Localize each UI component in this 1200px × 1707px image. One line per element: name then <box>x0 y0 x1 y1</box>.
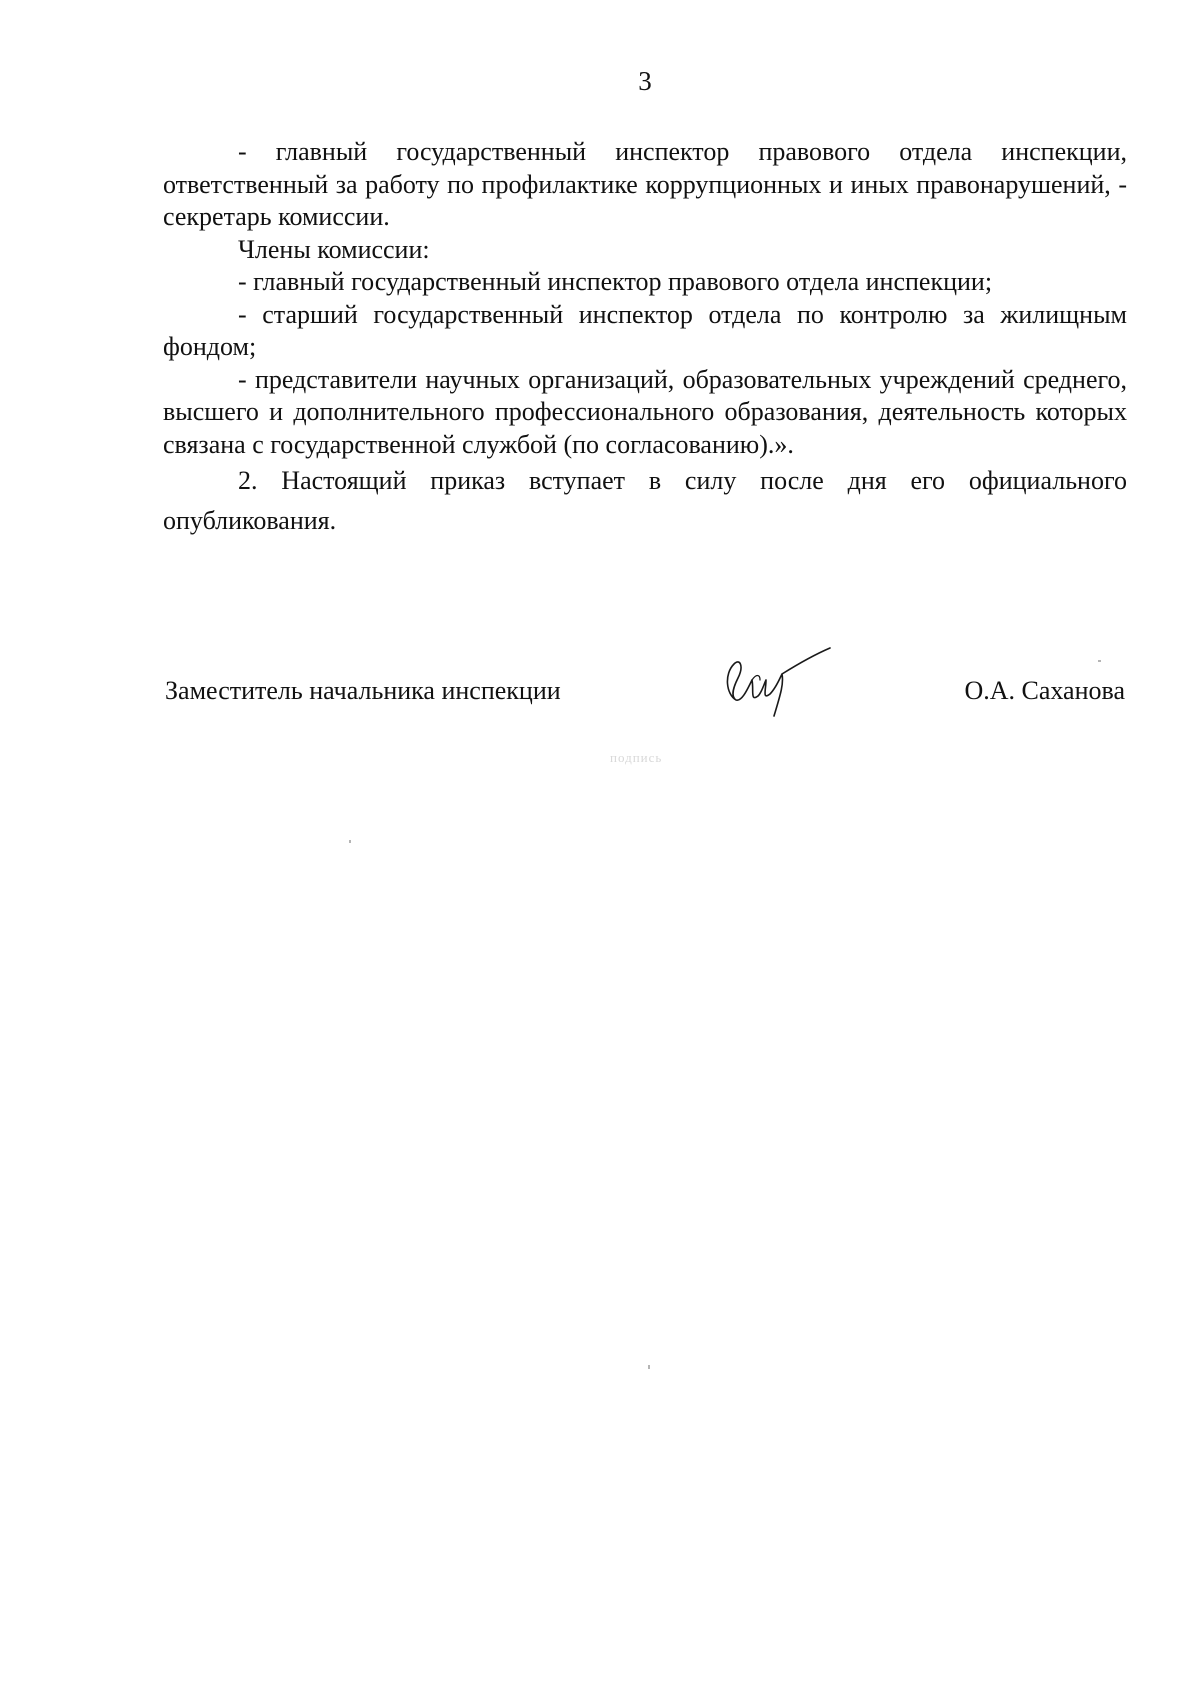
signatory-name: О.А. Саханова <box>964 676 1125 705</box>
paragraph-member-legal-inspector: - главный государственный инспектор правового отдела инспекции; <box>238 267 993 296</box>
paragraph-effective-date: 2. Настоящий приказ вступает в силу после дня его официального опубликования. <box>163 466 1127 535</box>
scan-speck <box>349 840 351 843</box>
scan-speck <box>648 1365 650 1369</box>
paragraph-members-heading: Члены комиссии: <box>238 234 430 264</box>
paragraph-secretary: - главный государственный инспектор правового отдела инспекции, ответственный за работу по профилактике коррупционных и иных правонарушений, - секретарь комиссии. <box>163 137 1127 231</box>
paragraph-member-housing-inspector: - старший государственный инспектор отдела по контролю за жилищным фондом; <box>163 299 1127 361</box>
handwritten-signature <box>708 644 838 728</box>
scan-speck <box>1098 660 1101 662</box>
signature-block <box>165 676 1125 716</box>
document-body <box>163 136 1127 541</box>
faint-stamp-text: подпись <box>610 750 663 765</box>
signatory-position: Заместитель начальника инспекции <box>165 676 561 705</box>
paragraph-member-representatives: - представители научных организаций, образовательных учреждений среднего, высшего и дополнительного профессионального образования, деятельность которых связана с государственной службой (по согласованию).». <box>163 364 1127 459</box>
page-number: 3 <box>638 66 652 96</box>
